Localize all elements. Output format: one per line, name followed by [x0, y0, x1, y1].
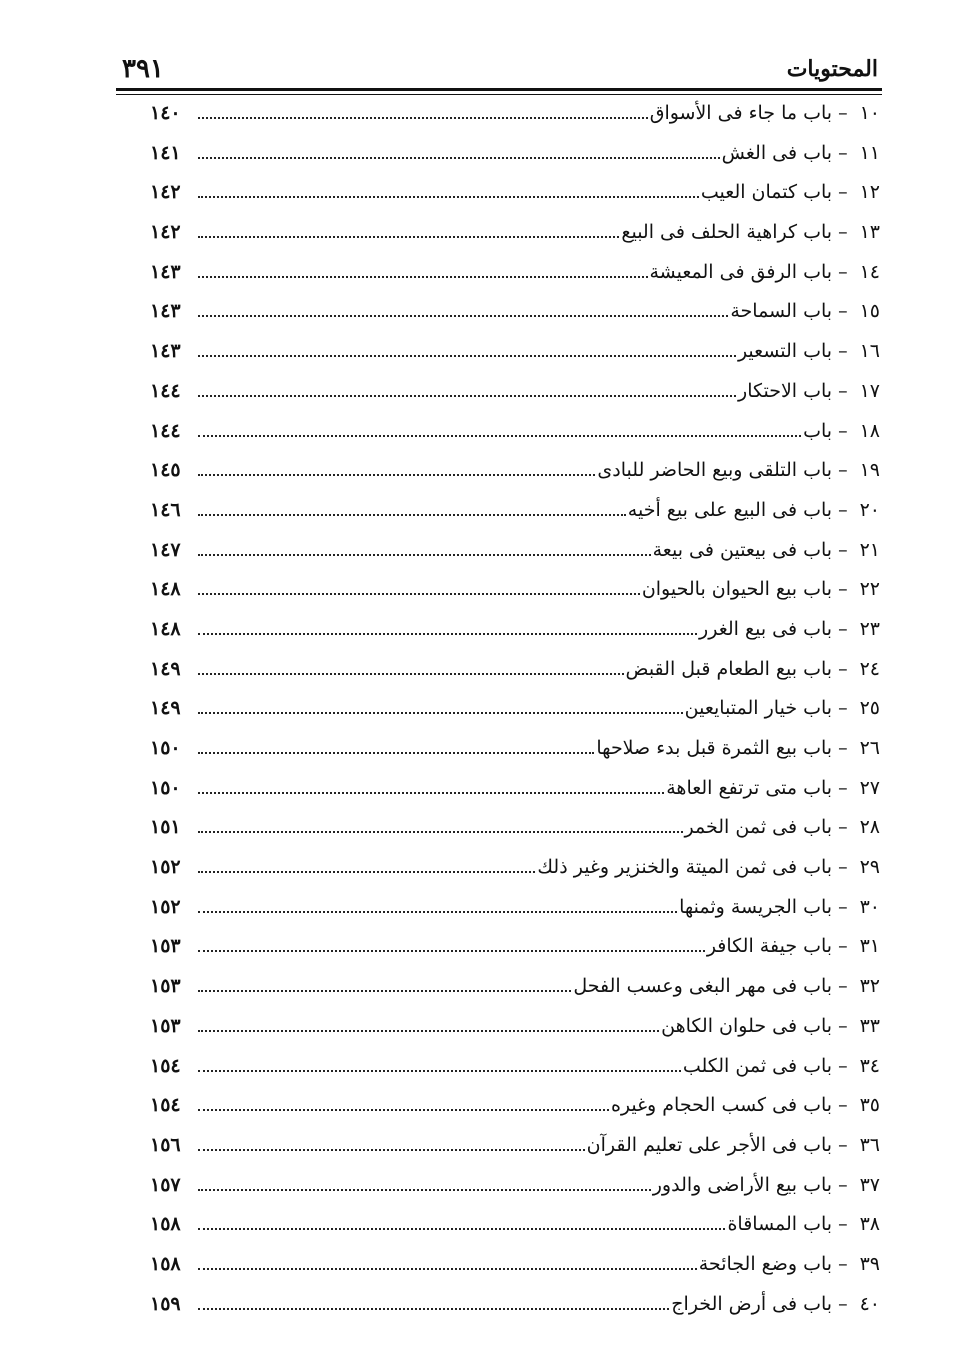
toc-entry — [150, 1055, 880, 1095]
toc-entry-heading — [650, 261, 881, 283]
dot-leader — [198, 156, 720, 159]
toc-entry — [150, 578, 880, 618]
toc-entry-title: باب الرفق فى المعيشة — [649, 260, 833, 283]
toc-entry — [150, 420, 880, 460]
toc-entry — [150, 340, 880, 380]
toc-entry — [150, 856, 880, 896]
toc-entry-dash: – — [838, 340, 848, 363]
toc-entry-number: ٤٠ — [859, 1292, 880, 1315]
toc-entry — [150, 499, 880, 539]
toc-entry-page: ١٥٠ — [150, 737, 181, 759]
toc-entry-page: ١٤٣ — [150, 340, 181, 363]
toc-entry-number: ١٧ — [859, 379, 880, 402]
toc-entry-dash: – — [838, 1173, 848, 1196]
toc-entry-dash: – — [838, 975, 848, 998]
toc-entry-heading — [738, 380, 880, 402]
toc-entry-heading — [611, 1094, 880, 1116]
toc-entry-title: باب التسعير — [737, 340, 833, 363]
toc-entry-title: باب المساقاة — [727, 1213, 833, 1236]
table-of-contents — [150, 102, 880, 1332]
toc-entry-page: ١٥٤ — [150, 1094, 181, 1117]
toc-entry-number: ٢٦ — [859, 737, 880, 759]
toc-entry-number: ٣٢ — [859, 975, 880, 998]
toc-entry-heading — [699, 1253, 880, 1275]
dot-leader — [198, 116, 648, 119]
dot-leader — [198, 751, 594, 754]
toc-entry-number: ٣٩ — [859, 1252, 880, 1275]
toc-entry-page: ١٥٨ — [150, 1252, 181, 1275]
toc-entry-heading — [679, 896, 880, 918]
toc-entry-title: باب فى البيع على بيع أخيه — [627, 498, 833, 521]
toc-entry-heading — [626, 658, 880, 680]
toc-entry-heading — [650, 102, 880, 124]
toc-entry — [150, 181, 880, 221]
toc-entry-title: باب ما جاء فى الأسواق — [649, 102, 833, 124]
toc-entry-page: ١٥٢ — [150, 895, 181, 918]
page-header — [116, 48, 882, 88]
toc-entry-number: ١٢ — [859, 181, 880, 204]
toc-entry-page: ١٤٧ — [150, 538, 181, 561]
toc-entry — [150, 658, 880, 698]
toc-entry-dash: – — [838, 1213, 848, 1236]
toc-entry-title: باب جيفة الكافر — [706, 935, 833, 958]
toc-entry-number: ١٦ — [859, 340, 880, 363]
toc-entry-page: ١٤٨ — [150, 578, 181, 601]
toc-entry — [150, 1094, 880, 1134]
toc-entry-dash: – — [838, 102, 848, 124]
toc-entry-number: ٢٢ — [859, 578, 880, 601]
toc-entry-number: ٣٧ — [859, 1173, 880, 1196]
dot-leader — [198, 195, 699, 198]
toc-entry-dash: – — [838, 737, 848, 759]
toc-entry-dash: – — [838, 221, 848, 244]
toc-entry-heading — [596, 737, 880, 759]
toc-entry-page: ١٥٦ — [150, 1133, 181, 1156]
toc-entry-title: باب خيار المتبايعين — [684, 697, 833, 720]
toc-entry-dash: – — [838, 141, 848, 164]
dot-leader — [198, 235, 619, 238]
toc-entry-page: ١٤٣ — [150, 300, 181, 323]
toc-entry-title: باب فى الأجر على تعليم القرآن — [586, 1133, 833, 1156]
toc-entry — [150, 1293, 880, 1333]
toc-entry — [150, 1134, 880, 1174]
toc-entry-heading — [803, 420, 880, 442]
toc-entry-dash: – — [838, 856, 848, 879]
toc-entry-heading — [653, 539, 880, 561]
toc-entry-number: ١٣ — [859, 221, 880, 244]
toc-entry-heading — [653, 1174, 880, 1196]
dot-leader — [198, 910, 677, 913]
toc-entry — [150, 539, 880, 579]
toc-entry — [150, 1253, 880, 1293]
toc-entry — [150, 816, 880, 856]
header-rule-thin — [116, 94, 882, 95]
toc-entry — [150, 697, 880, 737]
toc-entry-title: باب التلقى وبيع الحاضر للبادى — [597, 459, 833, 482]
toc-entry-title: باب فى بيع الغرر — [699, 617, 833, 640]
toc-entry-heading — [701, 181, 880, 203]
toc-entry-number: ٣٨ — [859, 1213, 880, 1236]
toc-entry-title: باب فى أرض الخراج — [671, 1292, 833, 1315]
toc-entry-title: باب بيع الطعام قبل القبض — [625, 657, 833, 680]
toc-entry-dash: – — [838, 1133, 848, 1156]
toc-entry-number: ١٤ — [859, 260, 880, 283]
toc-entry-heading — [683, 1055, 880, 1077]
dot-leader — [198, 791, 664, 794]
toc-entry-number: ٢١ — [859, 538, 880, 561]
dot-leader — [198, 870, 535, 873]
dot-leader — [198, 1148, 585, 1151]
dot-leader — [198, 1267, 697, 1270]
toc-entry-heading — [573, 975, 880, 997]
toc-entry — [150, 102, 880, 142]
dot-leader — [198, 830, 683, 833]
toc-entry-number: ٢٥ — [859, 697, 880, 720]
toc-entry-page: ١٥٣ — [150, 935, 181, 958]
toc-entry-heading — [707, 935, 880, 957]
dot-leader — [198, 711, 683, 714]
toc-entry-heading — [671, 1293, 880, 1315]
toc-entry-number: ٢٠ — [859, 498, 880, 521]
toc-entry-dash: – — [838, 260, 848, 283]
toc-entry-dash: – — [838, 419, 848, 442]
toc-entry-heading — [537, 856, 880, 878]
toc-entry-number: ١٠ — [859, 102, 880, 124]
toc-entry-page: ١٥٣ — [150, 1014, 181, 1037]
toc-entry-number: ١١ — [859, 141, 880, 164]
toc-entry-number: ٢٩ — [859, 856, 880, 879]
toc-entry — [150, 737, 880, 777]
dot-leader — [198, 632, 697, 635]
toc-entry-title: باب فى حلوان الكاهن — [661, 1014, 833, 1037]
toc-entry-title: باب كراهية الحلف فى البيع — [621, 221, 833, 244]
toc-entry-number: ١٩ — [859, 459, 880, 482]
toc-entry-dash: – — [838, 1014, 848, 1037]
dot-leader — [198, 434, 801, 437]
toc-entry-number: ١٨ — [859, 419, 880, 442]
toc-entry-heading — [666, 777, 880, 799]
toc-entry-title: باب بيع الثمرة قبل بدء صلاحها — [596, 737, 833, 759]
dot-leader — [198, 553, 651, 556]
toc-entry-heading — [621, 221, 880, 243]
dot-leader — [198, 949, 705, 952]
toc-entry-dash: – — [838, 459, 848, 482]
toc-entry-number: ٢٣ — [859, 617, 880, 640]
toc-entry-dash: – — [838, 1292, 848, 1315]
toc-entry — [150, 261, 880, 301]
running-title: المحتويات — [786, 56, 878, 82]
toc-entry-dash: – — [838, 181, 848, 204]
dot-leader — [198, 989, 571, 992]
toc-entry-title: باب الاحتكار — [738, 379, 833, 402]
toc-entry-dash: – — [838, 1252, 848, 1275]
toc-entry-number: ٢٨ — [859, 816, 880, 839]
toc-entry-page: ١٥٩ — [150, 1292, 181, 1315]
toc-entry-title: باب متى ترتفع العاهة — [666, 776, 833, 799]
dot-leader — [198, 473, 595, 476]
toc-entry-page: ١٥٣ — [150, 975, 181, 998]
toc-entry-dash: – — [838, 578, 848, 601]
toc-entry-page: ١٤٠ — [150, 102, 181, 124]
toc-entry-dash: – — [838, 1054, 848, 1077]
dot-leader — [198, 1227, 725, 1230]
dot-leader — [198, 1069, 681, 1072]
toc-entry-dash: – — [838, 300, 848, 323]
dot-leader — [198, 592, 640, 595]
toc-entry-title: باب فى الغش — [721, 141, 833, 164]
toc-entry-number: ٢٤ — [859, 657, 880, 680]
page-number: ٣٩١ — [122, 54, 164, 84]
toc-entry-heading — [727, 1213, 880, 1235]
toc-entry-page: ١٥١ — [150, 816, 181, 839]
toc-entry-page: ١٤٣ — [150, 260, 181, 283]
toc-entry-number: ٢٧ — [859, 776, 880, 799]
toc-entry-page: ١٥٨ — [150, 1213, 181, 1236]
toc-entry-title: باب فى مهر البغى وعسب الفحل — [573, 975, 833, 998]
dot-leader — [198, 672, 624, 675]
toc-entry — [150, 221, 880, 261]
toc-entry-number: ٣٠ — [859, 895, 880, 918]
toc-entry-page: ١٥٧ — [150, 1173, 181, 1196]
toc-entry-heading — [730, 300, 880, 322]
toc-entry-number: ٣٥ — [859, 1094, 880, 1117]
toc-entry-heading — [685, 816, 880, 838]
toc-entry-dash: – — [838, 498, 848, 521]
dot-leader — [198, 1307, 669, 1310]
toc-entry-title: باب فى بيعتين فى بيعة — [652, 538, 833, 561]
toc-entry — [150, 300, 880, 340]
toc-entry-page: ١٤٩ — [150, 697, 181, 720]
dot-leader — [198, 394, 736, 397]
toc-entry-title: باب السماحة — [730, 300, 833, 323]
toc-entry-heading — [699, 618, 880, 640]
toc-entry-title: باب وضع الجائحة — [698, 1252, 833, 1275]
dot-leader — [198, 1108, 609, 1111]
toc-entry-number: ٣٤ — [859, 1054, 880, 1077]
toc-entry-page: ١٤٦ — [150, 498, 181, 521]
dot-leader — [198, 275, 648, 278]
toc-entry-heading — [628, 499, 880, 521]
toc-entry-title: باب بيع الأراضى والدور — [652, 1173, 833, 1196]
toc-entry-number: ٣٣ — [859, 1014, 880, 1037]
header-rule-thick — [116, 88, 882, 91]
toc-entry-page: ١٥٠ — [150, 776, 181, 799]
dot-leader — [198, 354, 736, 357]
toc-entry-page: ١٤٢ — [150, 221, 181, 244]
toc-entry — [150, 975, 880, 1015]
toc-entry — [150, 1213, 880, 1253]
toc-entry-number: ١٥ — [859, 300, 880, 323]
toc-entry — [150, 380, 880, 420]
toc-entry — [150, 142, 880, 182]
toc-entry — [150, 896, 880, 936]
toc-entry-page: ١٤٤ — [150, 419, 181, 442]
toc-entry-heading — [642, 578, 880, 600]
toc-entry-dash: – — [838, 538, 848, 561]
toc-entry-title: باب فى كسب الحجام وغيره — [610, 1094, 833, 1117]
toc-entry-page: ١٤٥ — [150, 459, 181, 482]
toc-entry-heading — [597, 459, 880, 481]
toc-entry-dash: – — [838, 776, 848, 799]
toc-entry-title: باب الجريسة وثمنها — [679, 895, 833, 918]
toc-entry — [150, 777, 880, 817]
toc-entry-title: باب فى ثمن الخمر — [684, 816, 833, 839]
toc-entry-title: باب — [803, 419, 833, 442]
toc-entry-number: ٣٦ — [859, 1133, 880, 1156]
toc-entry-title: باب فى ثمن الكلب — [682, 1054, 833, 1077]
toc-entry-title: باب بيع الحيوان بالحيوان — [641, 578, 833, 601]
toc-entry-dash: – — [838, 617, 848, 640]
toc-entry — [150, 1174, 880, 1214]
dot-leader — [198, 314, 728, 317]
dot-leader — [198, 1029, 659, 1032]
toc-entry-heading — [722, 142, 880, 164]
toc-entry-title: باب فى ثمن الميتة والخنزير وغير ذلك — [537, 856, 833, 879]
toc-entry-dash: – — [838, 935, 848, 958]
toc-entry-dash: – — [838, 379, 848, 402]
toc-entry-page: ١٥٤ — [150, 1054, 181, 1077]
toc-entry-dash: – — [838, 657, 848, 680]
toc-entry-heading — [587, 1134, 880, 1156]
toc-entry-dash: – — [838, 697, 848, 720]
toc-entry — [150, 1015, 880, 1055]
toc-entry-page: ١٤٢ — [150, 181, 181, 204]
toc-entry-page: ١٤٩ — [150, 657, 181, 680]
toc-entry — [150, 618, 880, 658]
toc-entry-number: ٣١ — [859, 935, 880, 958]
toc-entry-page: ١٤١ — [150, 141, 181, 164]
toc-entry — [150, 459, 880, 499]
toc-entry-page: ١٤٤ — [150, 379, 181, 402]
toc-entry — [150, 935, 880, 975]
toc-entry-heading — [738, 340, 880, 362]
dot-leader — [198, 1188, 651, 1191]
dot-leader — [198, 513, 626, 516]
toc-entry-dash: – — [838, 816, 848, 839]
toc-entry-page: ١٥٢ — [150, 856, 181, 879]
toc-entry-heading — [661, 1015, 880, 1037]
toc-entry-dash: – — [838, 1094, 848, 1117]
toc-entry-dash: – — [838, 895, 848, 918]
toc-entry-page: ١٤٨ — [150, 617, 181, 640]
toc-entry-title: باب كتمان العيب — [700, 181, 833, 204]
toc-entry-heading — [685, 697, 880, 719]
